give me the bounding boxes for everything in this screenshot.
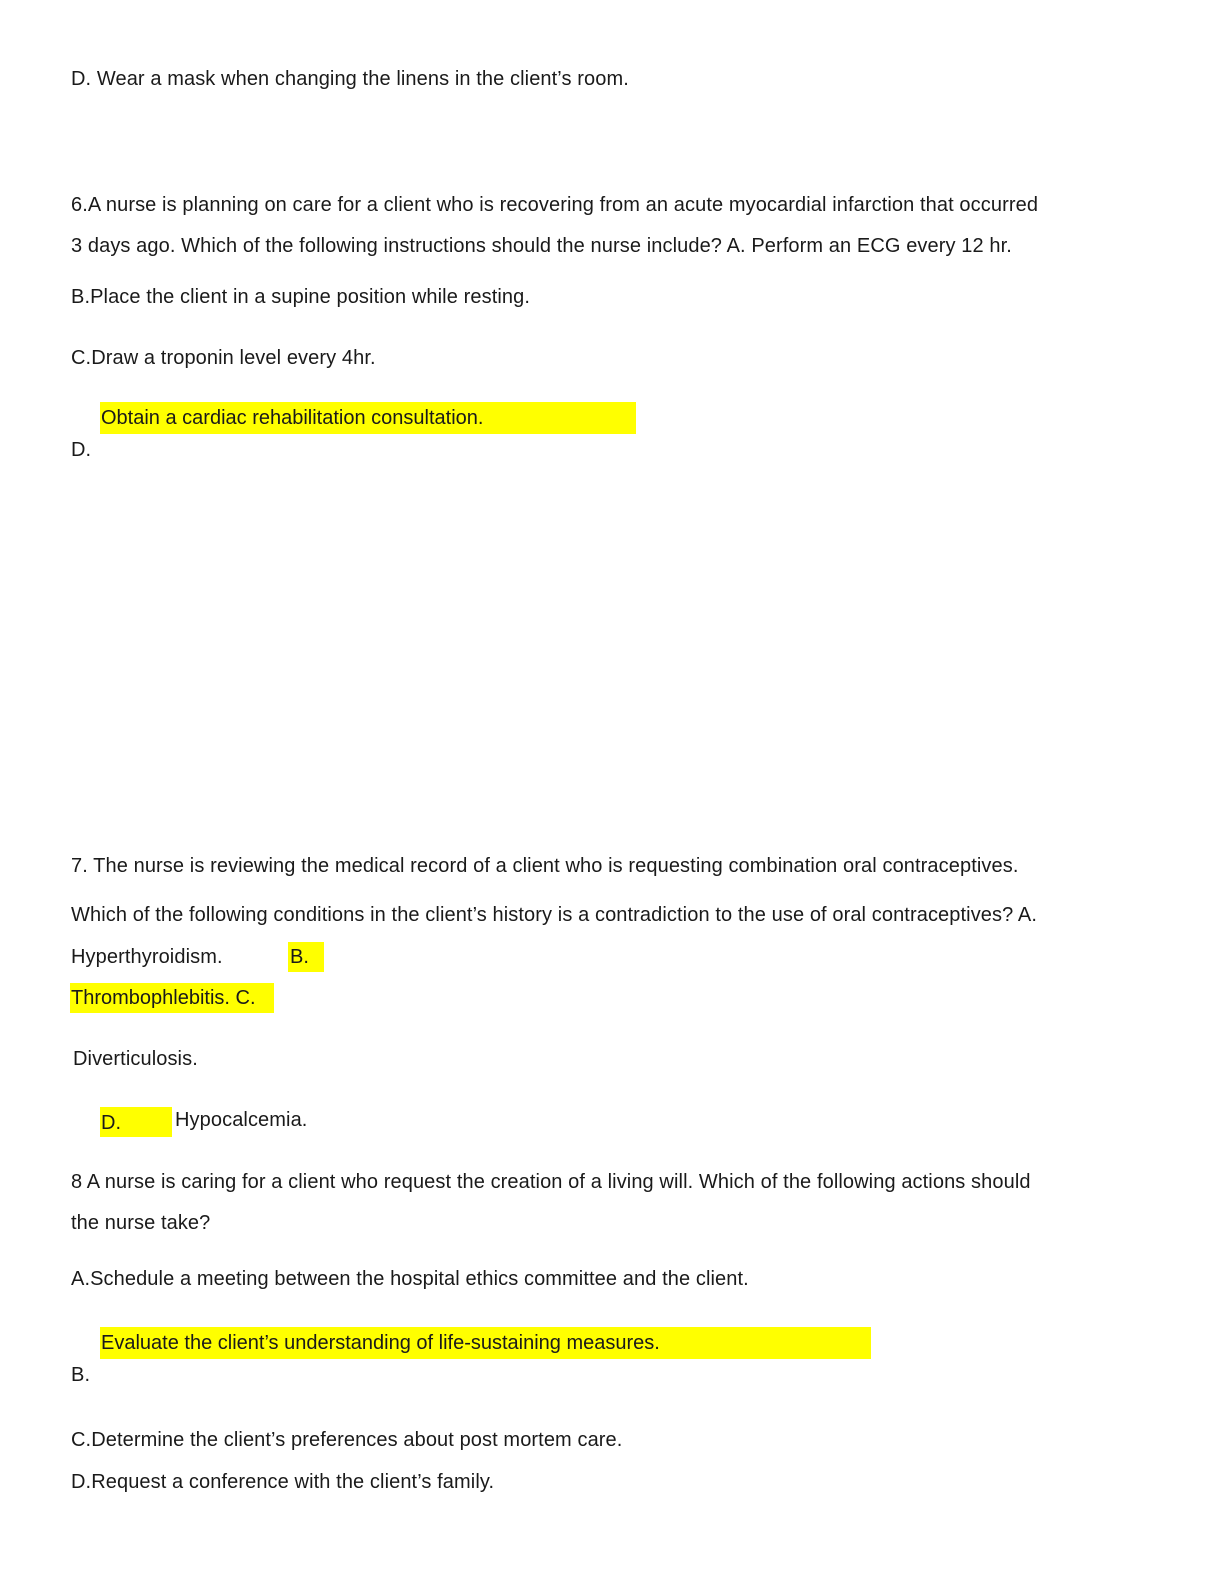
q6-option-d-text: Obtain a cardiac rehabilitation consultation. [101, 407, 484, 429]
q7-option-c: Diverticulosis. [73, 1048, 198, 1070]
q7-option-a: Hyperthyroidism. [71, 946, 223, 968]
q7-option-d-letter: D. [101, 1112, 121, 1134]
q6-stem-line1: 6.A nurse is planning on care for a client who is recovering from an acute myocardial infarction that occurred [71, 194, 1039, 216]
q8-option-c: C.Determine the client’s preferences about post mortem care. [71, 1429, 623, 1451]
q7-option-b-letter: B. [290, 946, 309, 968]
q8-option-d: D.Request a conference with the client’s family. [71, 1471, 495, 1493]
q8-option-b-text: Evaluate the client’s understanding of life-sustaining measures. [101, 1332, 660, 1354]
q6-option-c: C.Draw a troponin level every 4hr. [71, 347, 376, 369]
q7-stem-line2: Which of the following conditions in the client’s history is a contradiction to the use of oral contraceptives? A. [71, 904, 1037, 926]
q6-option-b: B.Place the client in a supine position while resting. [71, 286, 530, 308]
q8-stem-line2: the nurse take? [71, 1212, 211, 1234]
q5-option-d: D. Wear a mask when changing the linens in the client’s room. [71, 68, 629, 90]
q7-option-b-text: Thrombophlebitis. C. [71, 987, 256, 1009]
q7-stem-line1: 7. The nurse is reviewing the medical record of a client who is requesting combination oral contraceptives. [71, 855, 1019, 877]
q8-option-b-letter: B. [71, 1364, 91, 1386]
q7-option-d-text: Hypocalcemia. [175, 1109, 308, 1131]
q6-option-d-letter: D. [71, 439, 92, 461]
q8-stem-line1: 8 A nurse is caring for a client who request the creation of a living will. Which of the following actions should [71, 1171, 1031, 1193]
q8-option-a: A.Schedule a meeting between the hospital ethics committee and the client. [71, 1268, 749, 1290]
q6-stem-line2: 3 days ago. Which of the following instructions should the nurse include? A. Perform an ECG every 12 hr. [71, 235, 1012, 257]
